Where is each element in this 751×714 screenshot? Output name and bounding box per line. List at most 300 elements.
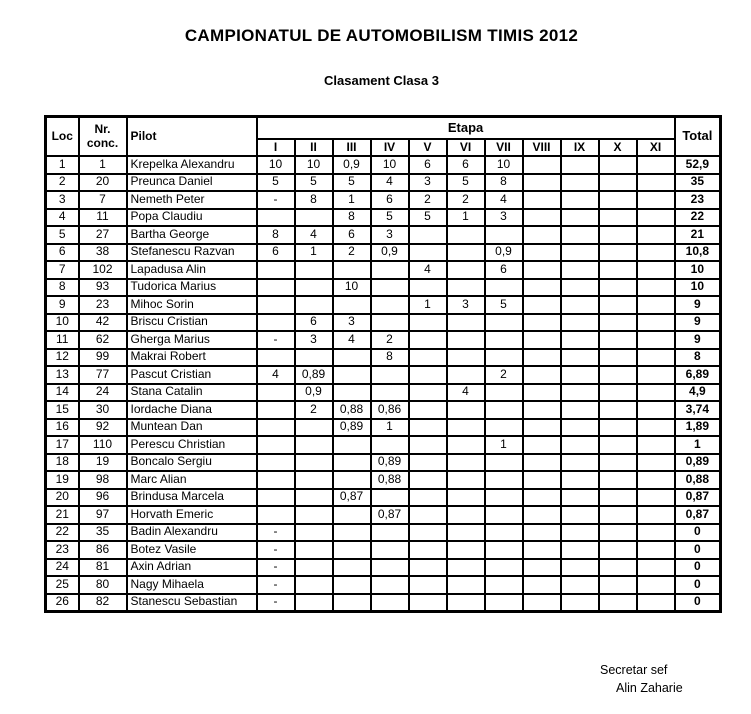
table-row [46,524,721,542]
table-row [46,156,721,174]
stage-cell-X [599,384,637,402]
stage-cell-III: 2 [333,244,371,262]
stage-cell-I [257,401,295,419]
nr-conc-cell: 1 [79,156,127,174]
stage-cell-XI [637,331,675,349]
stage-cell-V [409,541,447,559]
stage-cell-I [257,471,295,489]
stage-cell-VIII [523,314,561,332]
table-row [46,349,721,367]
stage-cell-II: 4 [295,226,333,244]
stage-cell-V [409,279,447,297]
loc-cell: 12 [46,349,79,367]
total-cell: 0,88 [675,471,721,489]
stage-cell-VII [485,576,523,594]
pilot-cell: Krepelka Alexandru [127,156,257,174]
stage-cell-VII [485,401,523,419]
nr-conc-cell: 97 [79,506,127,524]
stage-cell-XI [637,244,675,262]
total-cell: 21 [675,226,721,244]
table-row [46,506,721,524]
nr-conc-cell: 96 [79,489,127,507]
stage-cell-IX [561,279,599,297]
stage-cell-IV [371,559,409,577]
stage-cell-I: - [257,331,295,349]
stage-cell-II [295,524,333,542]
stage-cell-IX [561,559,599,577]
stage-cell-X [599,314,637,332]
table-row [46,331,721,349]
col-header-pilot: Pilot [127,117,257,157]
pilot-cell: Horvath Emeric [127,506,257,524]
stage-cell-III: 5 [333,174,371,192]
pilot-cell: Badin Alexandru [127,524,257,542]
stage-cell-XI [637,419,675,437]
standings-table [44,115,722,613]
stage-cell-I: - [257,576,295,594]
stage-cell-XI [637,349,675,367]
total-cell: 0,87 [675,506,721,524]
stage-cell-V [409,419,447,437]
pilot-cell: Stefanescu Razvan [127,244,257,262]
document-header [44,26,719,88]
stage-cell-I [257,489,295,507]
stage-cell-V [409,244,447,262]
stage-cell-XI [637,506,675,524]
nr-conc-cell: 93 [79,279,127,297]
stage-cell-VIII [523,331,561,349]
nr-conc-cell: 19 [79,454,127,472]
table-row [46,541,721,559]
stage-cell-VIII [523,156,561,174]
pilot-cell: Perescu Christian [127,436,257,454]
stage-cell-X [599,471,637,489]
stage-cell-VII [485,279,523,297]
stage-cell-IX [561,244,599,262]
stage-cell-X [599,191,637,209]
stage-cell-XI [637,156,675,174]
stage-cell-VI [447,489,485,507]
stage-cell-X [599,559,637,577]
page-title: CAMPIONATUL DE AUTOMOBILISM TIMIS 2012 [184,26,579,45]
stage-cell-VI: 4 [447,384,485,402]
stage-cell-X [599,244,637,262]
stage-cell-VII [485,349,523,367]
stage-cell-V [409,436,447,454]
stage-cell-IV [371,541,409,559]
table-row [46,454,721,472]
stage-cell-IX [561,314,599,332]
table-row [46,559,721,577]
loc-cell: 22 [46,524,79,542]
stage-cell-X [599,541,637,559]
total-cell: 3,74 [675,401,721,419]
nr-conc-cell: 77 [79,366,127,384]
stage-cell-III: 4 [333,331,371,349]
stage-cell-VI [447,506,485,524]
total-cell: 9 [675,331,721,349]
loc-cell: 13 [46,366,79,384]
stage-cell-I [257,384,295,402]
nr-conc-cell: 86 [79,541,127,559]
nr-conc-cell: 102 [79,261,127,279]
stage-cell-V: 2 [409,191,447,209]
pilot-cell: Bartha George [127,226,257,244]
stage-cell-IX [561,366,599,384]
stage-cell-IV: 0,9 [371,244,409,262]
table-row [46,261,721,279]
stage-cell-II [295,349,333,367]
nr-conc-cell: 35 [79,524,127,542]
total-cell: 23 [675,191,721,209]
pilot-cell: Pascut Cristian [127,366,257,384]
stage-cell-V [409,594,447,612]
stage-cell-III: 6 [333,226,371,244]
stage-cell-IV: 4 [371,174,409,192]
stage-cell-XI [637,454,675,472]
stage-cell-VII: 3 [485,209,523,227]
loc-cell: 2 [46,174,79,192]
stage-cell-VI: 2 [447,191,485,209]
stage-cell-III: 0,87 [333,489,371,507]
table-row [46,576,721,594]
loc-cell: 10 [46,314,79,332]
loc-cell: 5 [46,226,79,244]
table-row [46,209,721,227]
col-header-nr-conc [79,117,127,157]
stage-cell-II [295,296,333,314]
stage-cell-XI [637,384,675,402]
stage-cell-IX [561,524,599,542]
nr-conc-cell: 82 [79,594,127,612]
stage-cell-XI [637,436,675,454]
stage-cell-I [257,209,295,227]
stage-cell-IV [371,279,409,297]
stage-cell-IV: 2 [371,331,409,349]
nr-conc-cell: 27 [79,226,127,244]
stage-cell-VIII [523,174,561,192]
stage-cell-X [599,489,637,507]
stage-cell-X [599,506,637,524]
stage-cell-II: 8 [295,191,333,209]
nr-conc-cell: 92 [79,419,127,437]
stage-cell-IX [561,384,599,402]
nr-conc-cell: 11 [79,209,127,227]
nr-conc-cell: 42 [79,314,127,332]
stage-cell-VIII [523,489,561,507]
stage-cell-II: 5 [295,174,333,192]
stage-cell-II [295,541,333,559]
stage-cell-V: 1 [409,296,447,314]
col-header-stage-VII: VII [485,139,523,156]
stage-cell-IX [561,261,599,279]
stage-cell-VII [485,489,523,507]
table-row [46,226,721,244]
total-cell: 1 [675,436,721,454]
loc-cell: 19 [46,471,79,489]
stage-cell-III: 10 [333,279,371,297]
stage-cell-V [409,471,447,489]
total-cell: 6,89 [675,366,721,384]
stage-cell-IV: 0,86 [371,401,409,419]
stage-cell-II: 1 [295,244,333,262]
stage-cell-V: 4 [409,261,447,279]
stage-cell-I: 10 [257,156,295,174]
stage-cell-XI [637,594,675,612]
total-cell: 22 [675,209,721,227]
stage-cell-IV [371,489,409,507]
stage-cell-II [295,279,333,297]
stage-cell-VI [447,314,485,332]
table-row [46,244,721,262]
loc-cell: 17 [46,436,79,454]
nr-conc-cell: 7 [79,191,127,209]
stage-cell-VII: 0,9 [485,244,523,262]
col-header-stage-V: V [409,139,447,156]
stage-cell-VIII [523,594,561,612]
stage-cell-VIII [523,191,561,209]
stage-cell-X [599,226,637,244]
stage-cell-XI [637,576,675,594]
table-row [46,594,721,612]
stage-cell-X [599,366,637,384]
stage-cell-I [257,349,295,367]
stage-cell-VIII [523,279,561,297]
pilot-cell: Gherga Marius [127,331,257,349]
stage-cell-V: 3 [409,174,447,192]
stage-cell-XI [637,401,675,419]
col-header-stage-III: III [333,139,371,156]
stage-cell-IV: 1 [371,419,409,437]
stage-cell-I: 8 [257,226,295,244]
stage-cell-X [599,524,637,542]
pilot-cell: Mihoc Sorin [127,296,257,314]
nr-conc-cell: 38 [79,244,127,262]
stage-cell-VII [485,384,523,402]
stage-cell-V [409,454,447,472]
stage-cell-XI [637,226,675,244]
stage-cell-III [333,454,371,472]
stage-cell-VII [485,454,523,472]
stage-cell-XI [637,314,675,332]
stage-cell-III: 3 [333,314,371,332]
stage-cell-III [333,559,371,577]
stage-cell-I: - [257,594,295,612]
total-cell: 4,9 [675,384,721,402]
stage-cell-III: 0,88 [333,401,371,419]
pilot-cell: Botez Vasile [127,541,257,559]
stage-cell-II: 0,9 [295,384,333,402]
stage-cell-VI [447,471,485,489]
stage-cell-IV [371,366,409,384]
stage-cell-I: 6 [257,244,295,262]
stage-cell-X [599,279,637,297]
stage-cell-V: 5 [409,209,447,227]
stage-cell-I [257,454,295,472]
stage-cell-VI [447,576,485,594]
stage-cell-I: 5 [257,174,295,192]
table-row [46,296,721,314]
stage-cell-III [333,366,371,384]
stage-cell-VIII [523,226,561,244]
stage-cell-VI [447,366,485,384]
stage-cell-V [409,576,447,594]
stage-cell-III [333,349,371,367]
stage-cell-VII [485,314,523,332]
col-header-stage-IX: IX [561,139,599,156]
table-row [46,489,721,507]
stage-cell-IV [371,296,409,314]
stage-cell-X [599,594,637,612]
nr-conc-cell: 30 [79,401,127,419]
stage-cell-VII: 10 [485,156,523,174]
loc-cell: 25 [46,576,79,594]
stage-cell-I: - [257,191,295,209]
stage-cell-IV: 3 [371,226,409,244]
stage-cell-V [409,314,447,332]
total-cell: 0,87 [675,489,721,507]
pilot-cell: Axin Adrian [127,559,257,577]
stage-cell-XI [637,489,675,507]
stage-cell-VIII [523,436,561,454]
stage-cell-II [295,209,333,227]
stage-cell-II [295,576,333,594]
stage-cell-VI [447,331,485,349]
loc-cell: 14 [46,384,79,402]
stage-cell-II [295,471,333,489]
stage-cell-IX [561,506,599,524]
stage-cell-VI [447,401,485,419]
stage-cell-VII [485,471,523,489]
stage-cell-IX [561,191,599,209]
stage-cell-VIII [523,524,561,542]
stage-cell-II: 3 [295,331,333,349]
stage-cell-X [599,349,637,367]
loc-cell: 21 [46,506,79,524]
stage-cell-X [599,296,637,314]
pilot-cell: Stana Catalin [127,384,257,402]
total-cell: 0 [675,559,721,577]
table-row [46,191,721,209]
col-header-stage-VI: VI [447,139,485,156]
loc-cell: 11 [46,331,79,349]
loc-cell: 18 [46,454,79,472]
stage-cell-VII [485,226,523,244]
nr-conc-cell: 80 [79,576,127,594]
table-row [46,419,721,437]
stage-cell-XI [637,261,675,279]
loc-cell: 4 [46,209,79,227]
stage-cell-III [333,296,371,314]
stage-cell-X [599,401,637,419]
total-cell: 10 [675,261,721,279]
total-cell: 0 [675,576,721,594]
stage-cell-VI [447,594,485,612]
col-header-stage-I: I [257,139,295,156]
stage-cell-VI: 3 [447,296,485,314]
stage-cell-II: 10 [295,156,333,174]
stage-cell-II: 0,89 [295,366,333,384]
table-row [46,174,721,192]
loc-cell: 3 [46,191,79,209]
stage-cell-V [409,384,447,402]
stage-cell-I: - [257,541,295,559]
stage-cell-VIII [523,296,561,314]
stage-cell-VI [447,244,485,262]
stage-cell-IX [561,226,599,244]
pilot-cell: Popa Claudiu [127,209,257,227]
nr-conc-cell: 20 [79,174,127,192]
total-cell: 9 [675,296,721,314]
stage-cell-VI [447,261,485,279]
pilot-cell: Stanescu Sebastian [127,594,257,612]
stage-cell-IX [561,419,599,437]
stage-cell-II: 6 [295,314,333,332]
stage-cell-X [599,174,637,192]
stage-cell-VI [447,524,485,542]
loc-cell: 8 [46,279,79,297]
loc-cell: 20 [46,489,79,507]
stage-cell-IX [561,471,599,489]
stage-cell-VII [485,524,523,542]
stage-cell-VI: 6 [447,156,485,174]
stage-cell-II [295,506,333,524]
stage-cell-IX [561,401,599,419]
nr-conc-cell: 23 [79,296,127,314]
stage-cell-V [409,506,447,524]
stage-cell-VII: 6 [485,261,523,279]
stage-cell-VIII [523,209,561,227]
stage-cell-VII [485,506,523,524]
nr-conc-cell: 98 [79,471,127,489]
stage-cell-VI [447,541,485,559]
stage-cell-III: 0,9 [333,156,371,174]
stage-cell-IV [371,436,409,454]
stage-cell-VII: 1 [485,436,523,454]
stage-cell-VII: 8 [485,174,523,192]
total-cell: 0 [675,541,721,559]
stage-cell-VI: 5 [447,174,485,192]
total-cell: 8 [675,349,721,367]
stage-cell-II [295,419,333,437]
stage-cell-VIII [523,244,561,262]
stage-cell-VII: 2 [485,366,523,384]
col-header-stage-VIII: VIII [523,139,561,156]
stage-cell-VIII [523,349,561,367]
stage-cell-II [295,454,333,472]
stage-cell-VIII [523,384,561,402]
col-header-stage-II: II [295,139,333,156]
nr-conc-cell: 24 [79,384,127,402]
signature-role: Secretar sef [600,663,668,677]
total-cell: 35 [675,174,721,192]
stage-cell-I [257,279,295,297]
stage-cell-X [599,331,637,349]
header-row-top [46,117,721,140]
stage-cell-IV: 10 [371,156,409,174]
stage-cell-IX [561,489,599,507]
stage-cell-VI [447,436,485,454]
stage-cell-IV [371,576,409,594]
loc-cell: 1 [46,156,79,174]
stage-cell-IV [371,261,409,279]
stage-cell-VIII [523,541,561,559]
loc-cell: 24 [46,559,79,577]
total-cell: 9 [675,314,721,332]
stage-cell-VI [447,419,485,437]
stage-cell-VI: 1 [447,209,485,227]
col-header-nr-line1: Nr. [94,121,111,136]
